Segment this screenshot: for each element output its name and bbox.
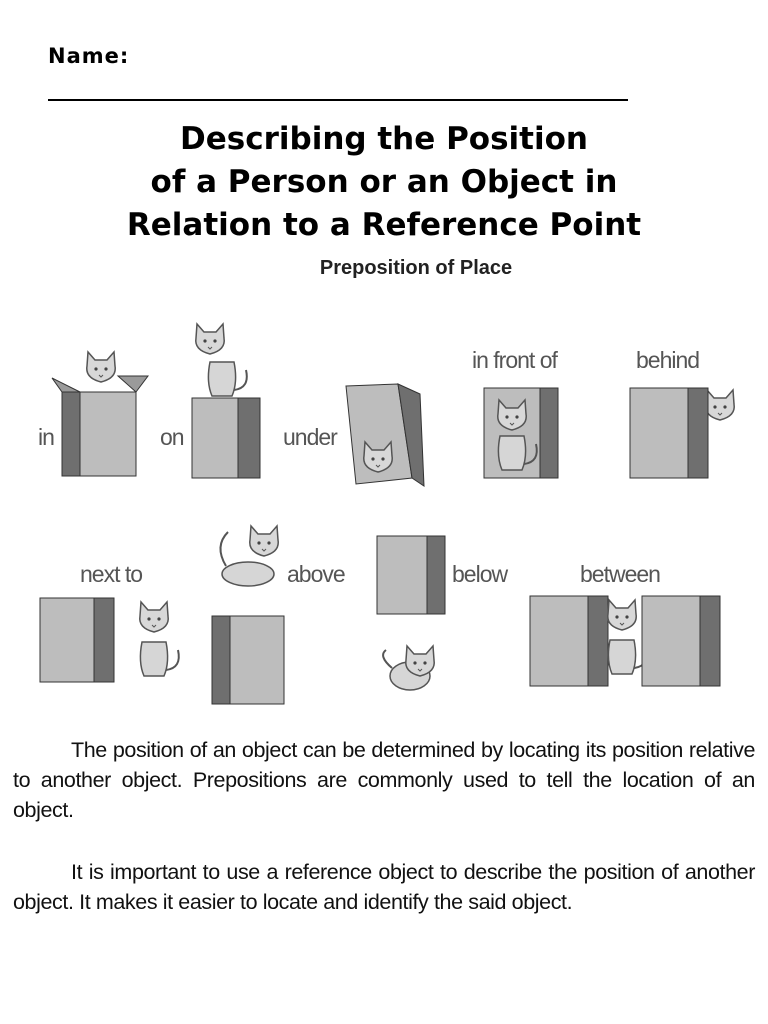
box-in-illustration: [52, 352, 148, 476]
paragraph-1: The position of an object can be determined by locating its position relative to another object. Prepositions are commonly used to tell the location of an object.: [13, 738, 755, 822]
title-line-3: Relation to a Reference Point: [126, 207, 642, 243]
preposition-illustration-svg: [0, 310, 768, 720]
label-in-front-of: in front of: [472, 347, 557, 373]
title-line-2: of a Person or an Object in: [150, 164, 618, 200]
label-behind: behind: [636, 347, 700, 373]
label-on: on: [160, 424, 184, 450]
label-between: between: [580, 561, 660, 587]
box-next-to-illustration: [40, 598, 179, 682]
name-label: Name:: [48, 44, 130, 68]
name-blank-line: [48, 99, 628, 101]
title-line-1: Describing the Position: [180, 121, 588, 157]
label-below: below: [452, 561, 508, 587]
label-under: under: [283, 424, 337, 450]
label-above: above: [287, 561, 345, 587]
box-above-illustration: [212, 526, 284, 704]
paragraph-2: It is important to use a reference object to describe the position of another object. It makes it easier to locate and identify the said object.: [13, 860, 755, 914]
box-behind-illustration: [630, 388, 734, 478]
worksheet-subtitle: Preposition of Place: [319, 257, 513, 279]
box-on-illustration: [192, 324, 260, 478]
preposition-illustration: [0, 310, 768, 720]
box-in-front-of-illustration: [484, 388, 558, 478]
label-in: in: [38, 424, 54, 450]
box-between-illustration: [530, 596, 720, 686]
label-next-to: next to: [80, 561, 143, 587]
box-below-illustration: [377, 536, 445, 690]
box-under-illustration: [346, 384, 424, 486]
worksheet-title: [0, 118, 768, 247]
